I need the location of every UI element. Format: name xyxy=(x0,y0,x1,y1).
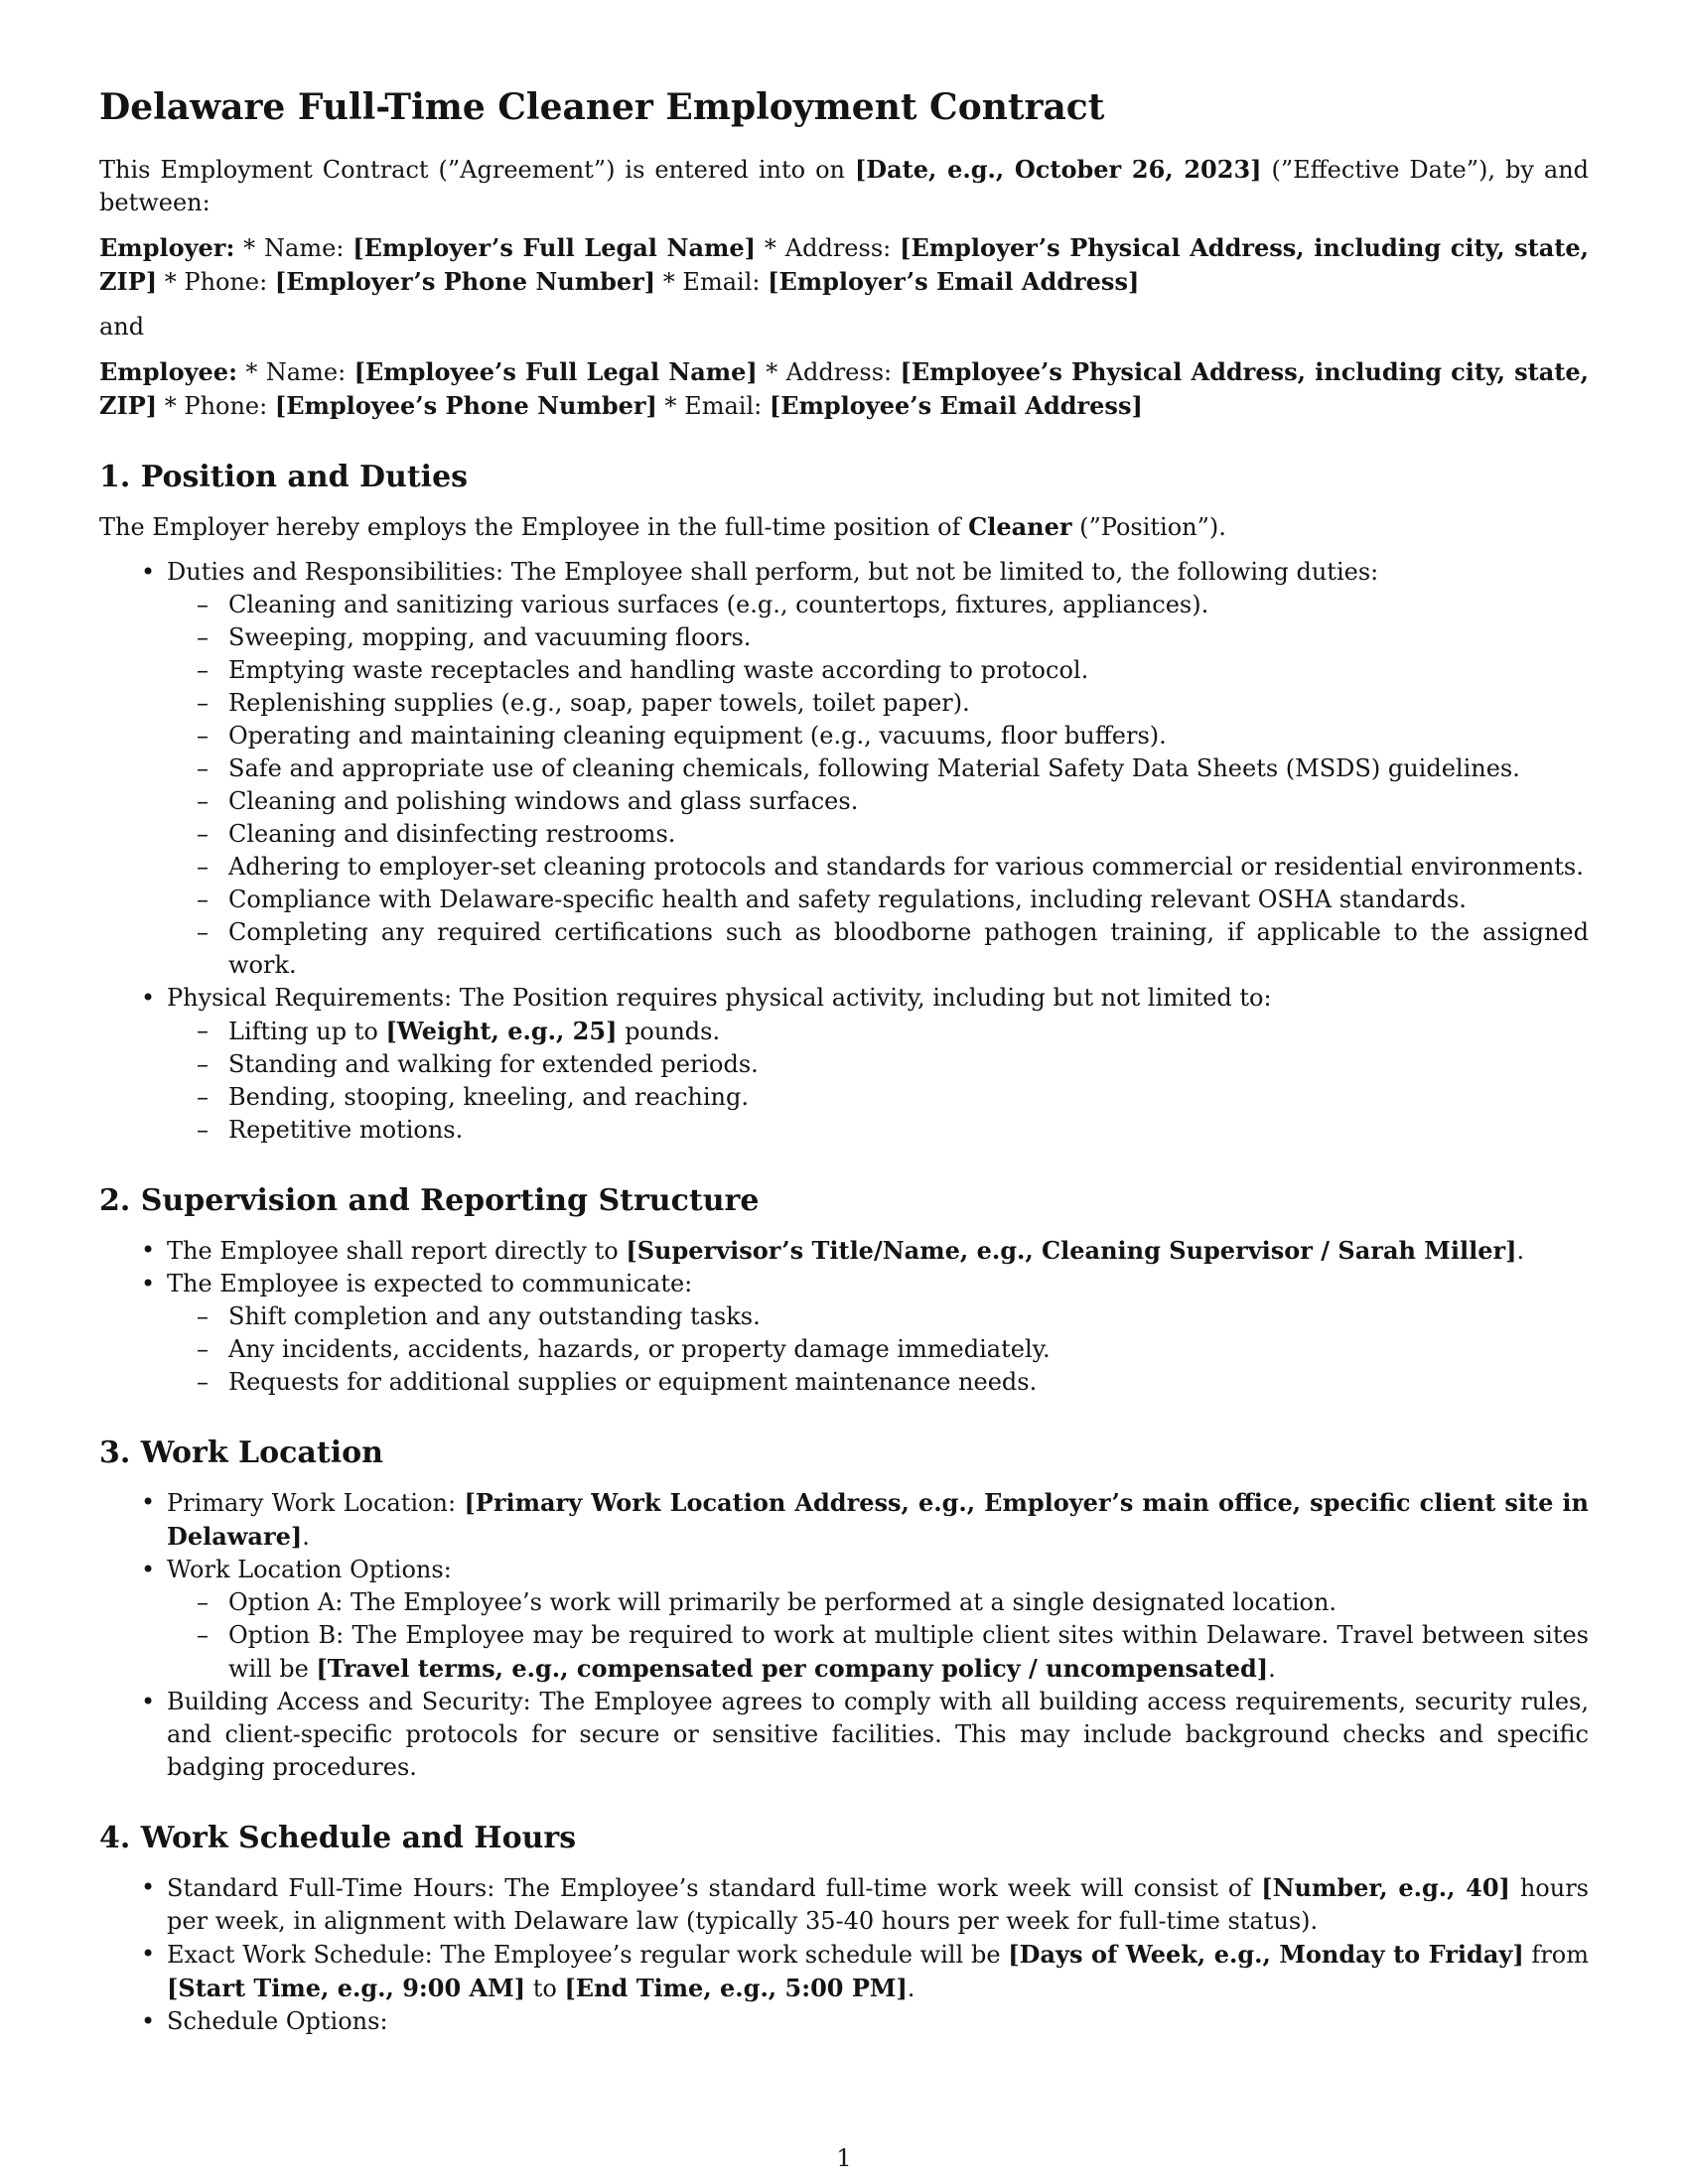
duty-item: – Sweeping, mopping, and vacuuming floors. xyxy=(228,621,1589,654)
page-number: 1 xyxy=(836,2144,852,2172)
option-a: – Option A: The Employee’s work will primarily be performed at a single designated location. xyxy=(228,1586,1589,1619)
duty-item: – Operating and maintaining cleaning equipment (e.g., vacuums, floor buffers). xyxy=(228,720,1589,752)
physical-item: – Bending, stooping, kneeling, and reaching. xyxy=(228,1081,1589,1114)
intro-text: This Employment Contract (”Agreement”) is entered into on xyxy=(99,156,855,184)
employer-email-placeholder: [Employer’s Email Address] xyxy=(768,267,1140,296)
section-heading-schedule: 4. Work Schedule and Hours xyxy=(99,1821,577,1855)
document-title: Delaware Full-Time Cleaner Employment Contract xyxy=(99,86,1105,128)
document-body xyxy=(99,85,1589,2038)
effective-date-placeholder: [Date, e.g., October 26, 2023] xyxy=(854,155,1262,184)
employer-address-placeholder: [Employer’s Physical Address, including city, state, ZIP] xyxy=(99,233,1590,296)
schedule-text: Exact Work Schedule: The Employee’s regular work schedule will be xyxy=(167,1941,1009,1969)
employee-address-placeholder: [Employee’s Physical Address, including city, state, ZIP] xyxy=(99,357,1589,420)
field-label: * Address: xyxy=(756,234,901,262)
list-item xyxy=(167,1554,1589,1686)
duty-item: – Completing any required certifications such as bloodborne pathogen training, if applicable to the assigned work. xyxy=(228,916,1589,982)
employer-block xyxy=(99,231,1589,299)
intro-paragraph xyxy=(99,153,1589,219)
communicate-label: The Employee is expected to communicate: xyxy=(167,1270,693,1297)
primary-location-placeholder: [Primary Work Location Address, e.g., Employer’s main office, specific client site in Delaware] xyxy=(167,1488,1589,1551)
field-label: * Email: xyxy=(655,268,769,296)
hours-text: Standard Full-Time Hours: The Employee’s standard full-time work week will consist of xyxy=(167,1874,1262,1902)
primary-location-text: Primary Work Location: xyxy=(167,1489,465,1517)
days-placeholder: [Days of Week, e.g., Monday to Friday] xyxy=(1008,1940,1524,1969)
field-label: * Name: xyxy=(234,234,353,262)
position-title: Cleaner xyxy=(968,512,1072,541)
duty-item: – Adhering to employer-set cleaning protocols and standards for various commercial or residential environments. xyxy=(228,851,1589,884)
physical-item: – Standing and walking for extended periods. xyxy=(228,1048,1589,1081)
employee-name-placeholder: [Employee’s Full Legal Name] xyxy=(353,357,758,386)
position-intro-text: (”Position”). xyxy=(1071,513,1226,541)
section-heading-supervision: 2. Supervision and Reporting Structure xyxy=(99,1183,760,1218)
duty-item: – Emptying waste receptacles and handling waste according to protocol. xyxy=(228,654,1589,687)
duty-item: – Cleaning and polishing windows and glass surfaces. xyxy=(228,785,1589,818)
duty-item: – Safe and appropriate use of cleaning chemicals, following Material Safety Data Sheets (MSDS) guidelines. xyxy=(228,752,1589,785)
supervision-list xyxy=(99,1234,1589,1399)
communicate-item: – Any incidents, accidents, hazards, or property damage immediately. xyxy=(228,1333,1589,1366)
duty-item: – Cleaning and disinfecting restrooms. xyxy=(228,818,1589,851)
communicate-item: – Requests for additional supplies or equipment maintenance needs. xyxy=(228,1366,1589,1399)
field-label: * Address: xyxy=(757,358,901,386)
location-options-label: Work Location Options: xyxy=(167,1556,452,1583)
supervisor-placeholder: [Supervisor’s Title/Name, e.g., Cleaning Supervisor / Sarah Miller] xyxy=(626,1236,1517,1265)
primary-location-text: . xyxy=(302,1523,310,1551)
option-b-text: Option B: The Employee may be required to work at multiple client sites within Delaware. Travel between sites will be xyxy=(228,1621,1589,1683)
employer-name-placeholder: [Employer’s Full Legal Name] xyxy=(352,233,757,262)
duty-item: – Replenishing supplies (e.g., soap, paper towels, toilet paper). xyxy=(228,687,1589,720)
schedule-list xyxy=(99,1871,1589,2038)
duty-item: – Compliance with Delaware-specific health and safety regulations, including relevant OSHA standards. xyxy=(228,884,1589,916)
communicate-item: – Shift completion and any outstanding tasks. xyxy=(228,1300,1589,1333)
physical-item xyxy=(228,1015,1589,1048)
list-item xyxy=(167,1938,1589,2005)
duties-label: Duties and Responsibilities: The Employee shall perform, but not be limited to, the following duties: xyxy=(167,558,1379,586)
and-text: and xyxy=(99,313,145,341)
position-intro xyxy=(99,510,1589,544)
physical-item: – Repetitive motions. xyxy=(228,1114,1589,1147)
physical-requirements-label: Physical Requirements: The Position requires physical activity, including but not limited to: xyxy=(167,984,1272,1012)
travel-terms-placeholder: [Travel terms, e.g., compensated per company policy / uncompensated] xyxy=(316,1654,1269,1683)
list-item xyxy=(167,982,1589,1147)
employee-email-placeholder: [Employee’s Email Address] xyxy=(769,391,1143,420)
schedule-options-item: • Schedule Options: xyxy=(167,2005,1589,2038)
weight-placeholder: [Weight, e.g., 25] xyxy=(385,1017,618,1045)
employer-phone-placeholder: [Employer’s Phone Number] xyxy=(274,267,656,296)
schedule-text: . xyxy=(907,1975,915,2002)
list-item xyxy=(167,1486,1589,1554)
lifting-text: Lifting up to xyxy=(228,1018,386,1045)
field-label: * Phone: xyxy=(157,392,275,420)
section-heading-work-location: 3. Work Location xyxy=(99,1435,383,1470)
section-heading-position: 1. Position and Duties xyxy=(99,460,469,494)
list-item xyxy=(167,1871,1589,1938)
report-text: The Employee shall report directly to xyxy=(167,1237,627,1265)
start-time-placeholder: [Start Time, e.g., 9:00 AM] xyxy=(167,1974,526,2002)
schedule-text: from xyxy=(1523,1941,1589,1969)
employee-block xyxy=(99,355,1589,423)
report-text: . xyxy=(1516,1237,1525,1265)
list-item xyxy=(167,1234,1589,1268)
field-label: * Name: xyxy=(236,358,354,386)
field-label: * Email: xyxy=(656,392,770,420)
employee-phone-placeholder: [Employee’s Phone Number] xyxy=(274,391,657,420)
list-item xyxy=(167,556,1589,982)
hours-placeholder: [Number, e.g., 40] xyxy=(1261,1873,1510,1902)
employer-label: Employer: xyxy=(99,233,235,262)
option-b-text: . xyxy=(1268,1655,1276,1683)
schedule-text: to xyxy=(525,1975,565,2002)
position-list xyxy=(99,556,1589,1147)
location-options-list xyxy=(167,1586,1589,1686)
list-item xyxy=(167,1268,1589,1399)
employee-label: Employee: xyxy=(99,357,237,386)
position-intro-text: The Employer hereby employs the Employee in the full-time position of xyxy=(99,513,969,541)
communicate-list xyxy=(167,1300,1589,1399)
option-b xyxy=(228,1619,1589,1686)
field-label: * Phone: xyxy=(157,268,275,296)
duties-list xyxy=(167,589,1589,982)
end-time-placeholder: [End Time, e.g., 5:00 PM] xyxy=(564,1974,908,2002)
work-location-list xyxy=(99,1486,1589,1784)
intro-text: (”Effective Date”), by and between: xyxy=(99,156,1590,216)
duty-item: – Cleaning and sanitizing various surfaces (e.g., countertops, fixtures, appliances). xyxy=(228,589,1589,621)
lifting-text: pounds. xyxy=(617,1018,721,1045)
physical-requirements-list xyxy=(167,1015,1589,1147)
building-access-item: • Building Access and Security: The Employee agrees to comply with all building access requirements, security rules, and client-specific protocols for secure or sensitive facilities. This may include background checks and specific badging procedures. xyxy=(167,1686,1589,1784)
hours-text: hours per week, in alignment with Delaware law (typically 35-40 hours per week for full-time status). xyxy=(167,1874,1589,1935)
